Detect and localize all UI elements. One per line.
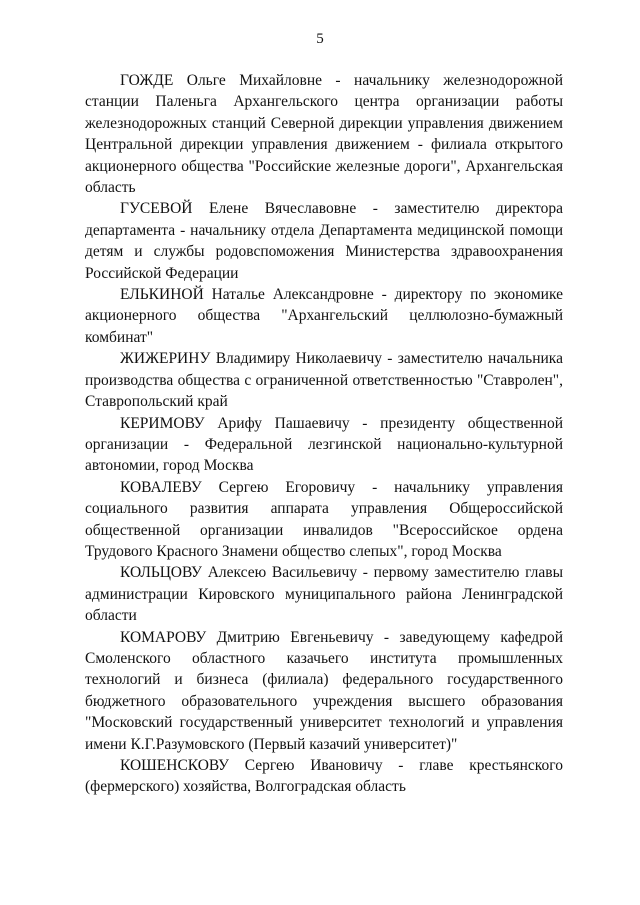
award-list: [85, 70, 563, 798]
award-entry-koshenskov: КОШЕНСКОВУ Сергею Ивановичу - главе крестьянского (фермерского) хозяйства, Волгоградская область: [85, 757, 563, 796]
award-entry-gozhde: ГОЖДЕ Ольге Михайловне - начальнику железнодорожной станции Паленьга Архангельского центра организации работы железнодорожных станций Северной дирекции управления движением Центральной дирекции управления движением - филиала открытого акционерного общества "Российские железные дороги", Архангельская область: [85, 72, 563, 197]
award-entry-kovalev: КОВАЛЕВУ Сергею Егоровичу - начальнику управления социального развития аппарата управления Общероссийской общественной организации инвалидов "Всероссийское ордена Трудового Красного Знамени общество слепых", город Москва: [85, 478, 563, 560]
award-entry-elkina: ЕЛЬКИНОЙ Наталье Александровне - директору по экономике акционерного общества "Архангельский целлюлозно-бумажный комбинат": [85, 286, 563, 346]
award-entry-koltsov: КОЛЬЦОВУ Алексею Васильевичу - первому заместителю главы администрации Кировского муниципального района Ленинградской области: [85, 564, 563, 625]
page-number: 5: [316, 31, 324, 47]
award-entry-guseva: ГУСЕВОЙ Елене Вячеславовне - заместителю директора департамента - начальнику отдела Департамента медицинской помощи детям и службы родовспоможения Министерства здравоохранения Российской Федерации: [85, 200, 563, 282]
award-entry-zhizherin: ЖИЖЕРИНУ Владимиру Николаевичу - заместителю начальника производства общества с ограниченной ответственностью "Ставролен", Ставропольский край: [85, 350, 563, 411]
award-entry-komarov: КОМАРОВУ Дмитрию Евгеньевичу - заведующему кафедрой Смоленского областного казачьего института промышленных технологий и бизнеса (филиала) федерального государственного бюджетного образовательного учреждения высшего образования "Московский государственный университет технологий и управления имени К.Г.Разумовского (Первый казачий университет)": [85, 628, 563, 753]
award-entry-kerimov: КЕРИМОВУ Арифу Пашаевичу - президенту общественной организации - Федеральной лезгинской национально-культурной автономии, город Москва: [85, 414, 563, 475]
